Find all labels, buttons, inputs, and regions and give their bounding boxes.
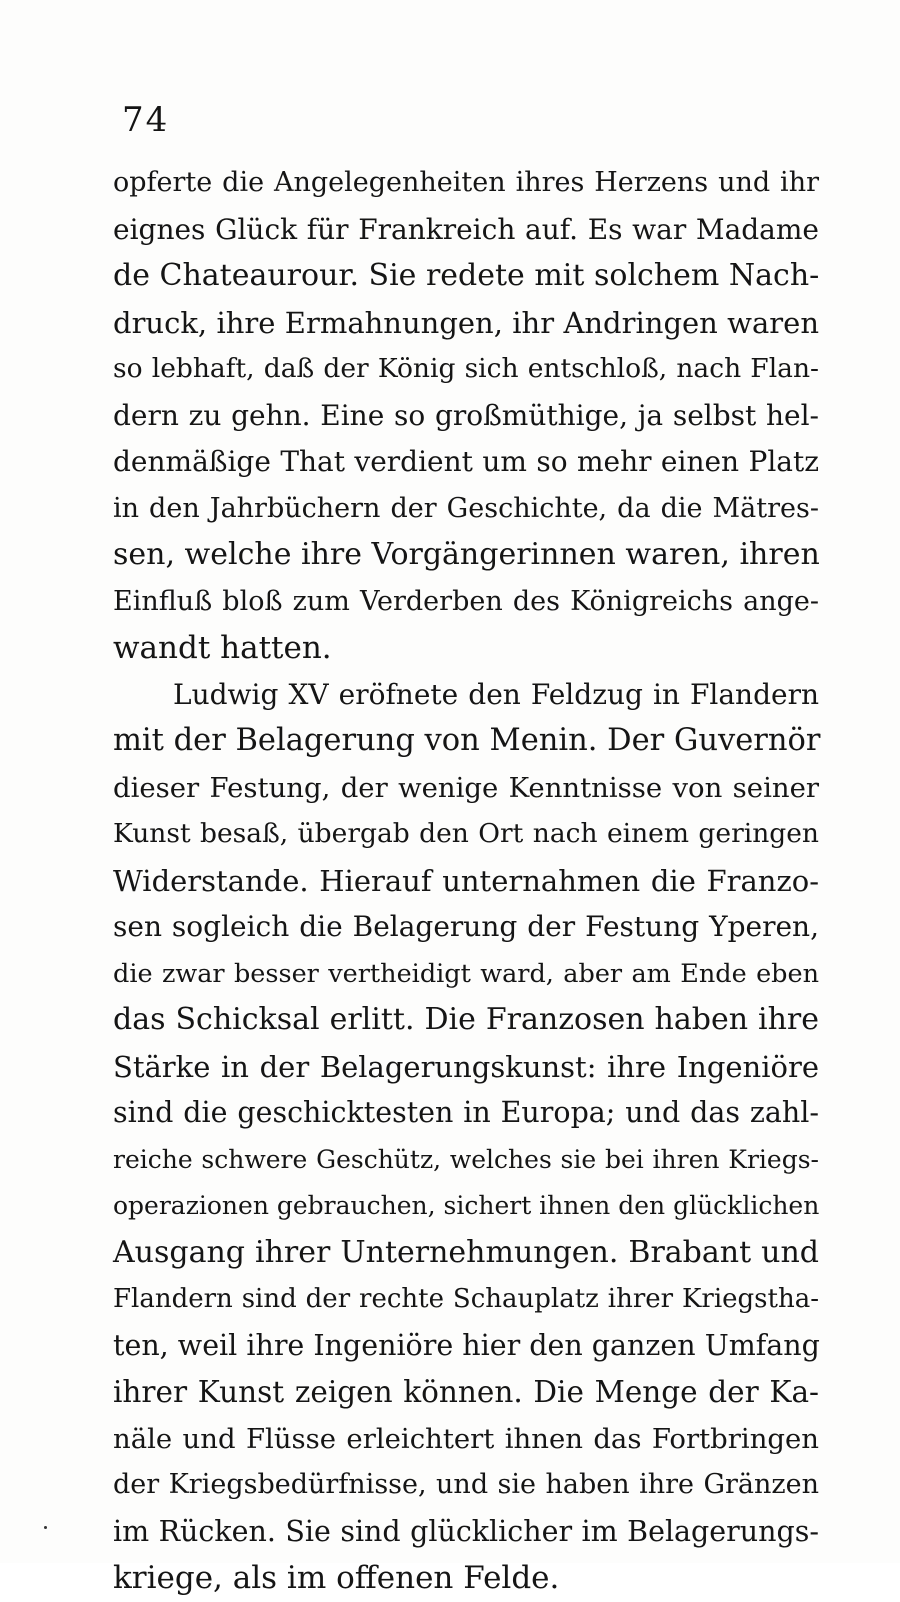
text-line: de Chateaurour. Sie redete mit solchem Nach- (113, 258, 820, 293)
text-line: die zwar besser vertheidigt ward, aber am Ende eben (113, 958, 819, 989)
text-line: kriege, als im offenen Felde. (113, 1560, 560, 1596)
text-line: reiche schwere Geschütz, welches sie bei ihren Kriegs- (113, 1144, 819, 1174)
paragraph-1 (113, 160, 819, 672)
text-line: der Kriegsbedürfnisse, und sie haben ihre Gränzen (113, 1469, 819, 1500)
text-line: operazionen gebrauchen, sichert ihnen den glücklichen (113, 1191, 820, 1220)
text-line: Kunst besaß, übergab den Ort nach einem geringen (113, 818, 819, 849)
text-line: druck, ihre Ermahnungen, ihr Andringen waren (113, 305, 819, 340)
text-line: Ludwig XV eröfnete den Feldzug in Flandern (173, 677, 819, 711)
body-text (113, 160, 819, 1602)
text-line: Ausgang ihrer Unternehmungen. Brabant und (113, 1234, 819, 1270)
paper-speck (44, 1526, 47, 1529)
text-line: Einfluß bloß zum Verderben des Königreichs ange- (113, 585, 819, 617)
text-line: Flandern sind der rechte Schauplatz ihrer Kriegstha- (113, 1284, 819, 1314)
text-line: näle und Flüsse erleichtert ihnen das Fortbringen (113, 1422, 819, 1455)
text-line: dern zu gehn. Eine so großmüthige, ja selbst hel- (113, 398, 819, 432)
text-line: Widerstande. Hierauf unternahmen die Franzo- (113, 863, 819, 898)
text-line: im Rücken. Sie sind glücklicher im Belagerungs- (113, 1514, 819, 1548)
text-line: Stärke in der Belagerungskunst: ihre Ingeniöre (113, 1049, 819, 1084)
text-line: dieser Festung, der wenige Kenntnisse von seiner (113, 771, 819, 804)
text-line: so lebhaft, daß der König sich entschloß, nach Flan- (113, 353, 819, 384)
text-line: das Schicksal erlitt. Die Franzosen haben ihre (113, 1002, 819, 1037)
text-line: mit der Belagerung von Menin. Der Guvernör (113, 723, 821, 758)
text-line: ihrer Kunst zeigen können. Die Menge der Ka- (113, 1375, 819, 1409)
text-line: ten, weil ihre Ingeniöre hier den ganzen Umfang (113, 1328, 820, 1362)
page-number: 74 (122, 100, 170, 140)
text-line: sind die geschicktesten in Europa; und das zahl- (113, 1096, 819, 1129)
text-line: wandt hatten. (113, 630, 332, 666)
text-line: in den Jahrbüchern der Geschichte, da die Mätres- (113, 492, 819, 524)
text-line: eignes Glück für Frankreich auf. Es war Madame (113, 212, 819, 246)
text-line: sen, welche ihre Vorgängerinnen waren, ihren (113, 537, 820, 572)
text-line: denmäßige That verdient um so mehr einen Platz (113, 445, 819, 478)
paragraph-2 (113, 672, 819, 1602)
text-line: opferte die Angelegenheiten ihres Herzens und ihr (113, 167, 819, 198)
text-line: sen sogleich die Belagerung der Festung Yperen, (113, 910, 819, 943)
